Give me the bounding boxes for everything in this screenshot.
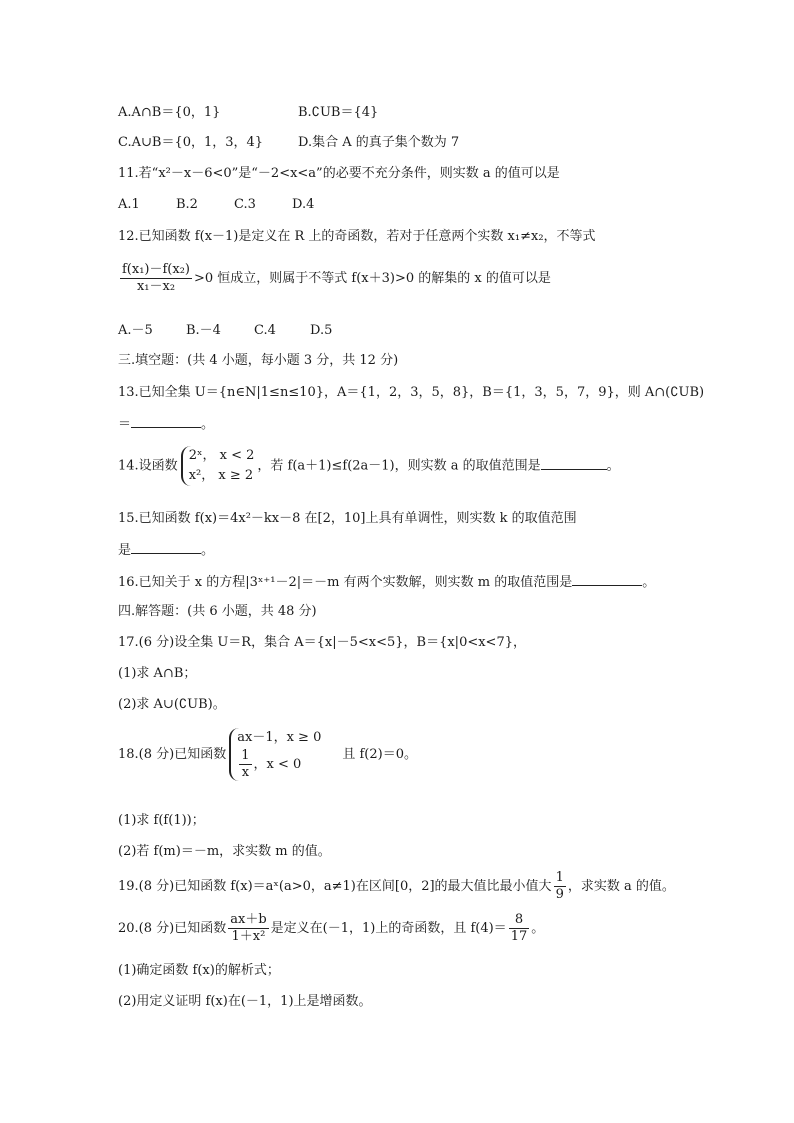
q14-line [118, 446, 620, 486]
q16-blank[interactable] [572, 572, 642, 586]
q15-answer-line [118, 540, 214, 560]
q13-end: 。 [201, 417, 215, 432]
q10-option-b: B.∁UB＝{4} [298, 105, 379, 120]
q20-mid: 是定义在(－1，1)上的奇函数，且 f(4)＝ [270, 921, 507, 936]
q12-frac-num: f(x₁)－f(x₂) [122, 262, 190, 277]
q12-frac-den: x₁－x₂ [136, 279, 176, 294]
q18-post: 且 f(2)＝0。 [342, 747, 417, 762]
q17-text: 17.(6 分)设全集 U＝R，集合 A＝{x|－5<x<5}，B＝{x|0<x<7}， [118, 635, 526, 650]
q18-line [118, 728, 417, 781]
q20-part2: (2)用定义证明 f(x)在(－1，1)上是增函数。 [118, 994, 372, 1009]
q12-option-b: B.－4 [186, 323, 221, 338]
q20-frac [228, 912, 268, 945]
q19-line [118, 870, 675, 903]
q14-row1: 2ˣ， x < 2 [188, 448, 255, 463]
q20-frac2 [509, 912, 530, 945]
q11-option-d: D.4 [292, 197, 315, 212]
q12-options [118, 322, 332, 340]
q14-piecewise [181, 446, 255, 486]
q10-option-d: D.集合 A 的真子集个数为 7 [298, 135, 460, 150]
q18-piecewise [229, 728, 321, 781]
q14-pre: 14.设函数 [118, 458, 178, 474]
q19-frac [554, 870, 566, 903]
q20-frac2-den: 17 [510, 929, 528, 944]
q18-frac [239, 748, 251, 781]
q16-end: 。 [642, 575, 656, 590]
section-4-heading: 四.解答题：(共 6 小题，共 48 分) [118, 604, 317, 619]
q12-inequality [118, 262, 551, 295]
q20-frac-den: 1＋x² [231, 929, 266, 944]
q19-frac-num: 1 [555, 870, 564, 885]
q10-option-c: C.A∪B＝{0，1，3，4} [118, 135, 264, 150]
q20-frac-num: ax＋b [230, 912, 267, 927]
q13-text2: ＝ [118, 417, 132, 432]
q18-part1: (1)求 f(f(1))； [118, 813, 205, 828]
q10-option-a: A.A∩B＝{0，1} [118, 105, 221, 120]
q20-part1: (1)确定函数 f(x)的解析式； [118, 963, 280, 978]
q18-frac-num: 1 [241, 748, 250, 763]
q15-end: 。 [201, 543, 215, 558]
q11-option-c: C.3 [234, 197, 256, 212]
q11-option-a: A.1 [118, 197, 140, 212]
q12-option-a: A.－5 [118, 323, 153, 338]
q20-pre: 20.(8 分)已知函数 [118, 921, 227, 936]
q17-part1: (1)求 A∩B； [118, 666, 197, 681]
q20-frac2-num: 8 [509, 912, 530, 929]
q13-blank[interactable] [131, 414, 201, 428]
q11-options [118, 196, 314, 214]
q14-post: ，若 f(a＋1)≤f(2a－1)，则实数 a 的取值范围是 [257, 458, 541, 474]
q19-text: 19.(8 分)已知函数 f(x)＝aˣ(a>0，a≠1)在区间[0，2]的最大值比最小值大 [118, 879, 552, 894]
q19-end: ，求实数 a 的值。 [567, 879, 675, 894]
q13-text: 13.已知全集 U＝{n∈N|1≤n≤10}，A＝{1，2，3，5，8}，B＝{1，3，5，7，9}，则 A∩(∁UB) [118, 385, 705, 400]
q16-line [118, 572, 655, 592]
q15-text2: 是 [118, 543, 132, 558]
q18-row2-cond: ，x < 0 [253, 757, 302, 772]
q13-answer-line [118, 414, 214, 434]
q14-row2: x²， x ≥ 2 [188, 468, 254, 483]
q18-frac-den: x [241, 765, 250, 780]
q17-part2: (2)求 A∪(∁UB)。 [118, 697, 226, 712]
q14-end: 。 [606, 458, 620, 474]
q12-text: 12.已知函数 f(x－1)是定义在 R 上的奇函数，若对于任意两个实数 x₁≠x₂，不等式 [118, 229, 596, 244]
q11-text: 11.若“x²－x－6<0”是“－2<x<a”的必要不充分条件，则实数 a 的值可以是 [118, 166, 560, 181]
q15-blank[interactable] [131, 540, 201, 554]
q20-end: 。 [531, 921, 545, 936]
section-3-heading: 三.填空题：(共 4 小题，每小题 3 分，共 12 分) [118, 353, 399, 368]
q20-line [118, 912, 544, 945]
q18-part2: (2)若 f(m)＝－m，求实数 m 的值。 [118, 844, 331, 859]
q12-text2: >0 恒成立，则属于不等式 f(x＋3)>0 的解集的 x 的值可以是 [194, 271, 551, 286]
q19-frac-den: 9 [555, 887, 564, 902]
q12-option-d: D.5 [310, 323, 333, 338]
q14-blank[interactable] [541, 456, 607, 470]
q18-row2 [237, 748, 321, 781]
q16-text: 16.已知关于 x 的方程|3ˣ⁺¹－2|＝－m 有两个实数解，则实数 m 的取值范围是 [118, 575, 573, 590]
q12-fraction [120, 262, 192, 295]
q18-pre: 18.(8 分)已知函数 [118, 747, 227, 762]
q12-option-c: C.4 [254, 323, 276, 338]
q15-text: 15.已知函数 f(x)＝4x²－kx－8 在[2，10]上具有单调性，则实数 k 的取值范围 [118, 511, 577, 526]
q11-option-b: B.2 [176, 197, 198, 212]
q18-row1: ax－1，x ≥ 0 [237, 730, 322, 745]
